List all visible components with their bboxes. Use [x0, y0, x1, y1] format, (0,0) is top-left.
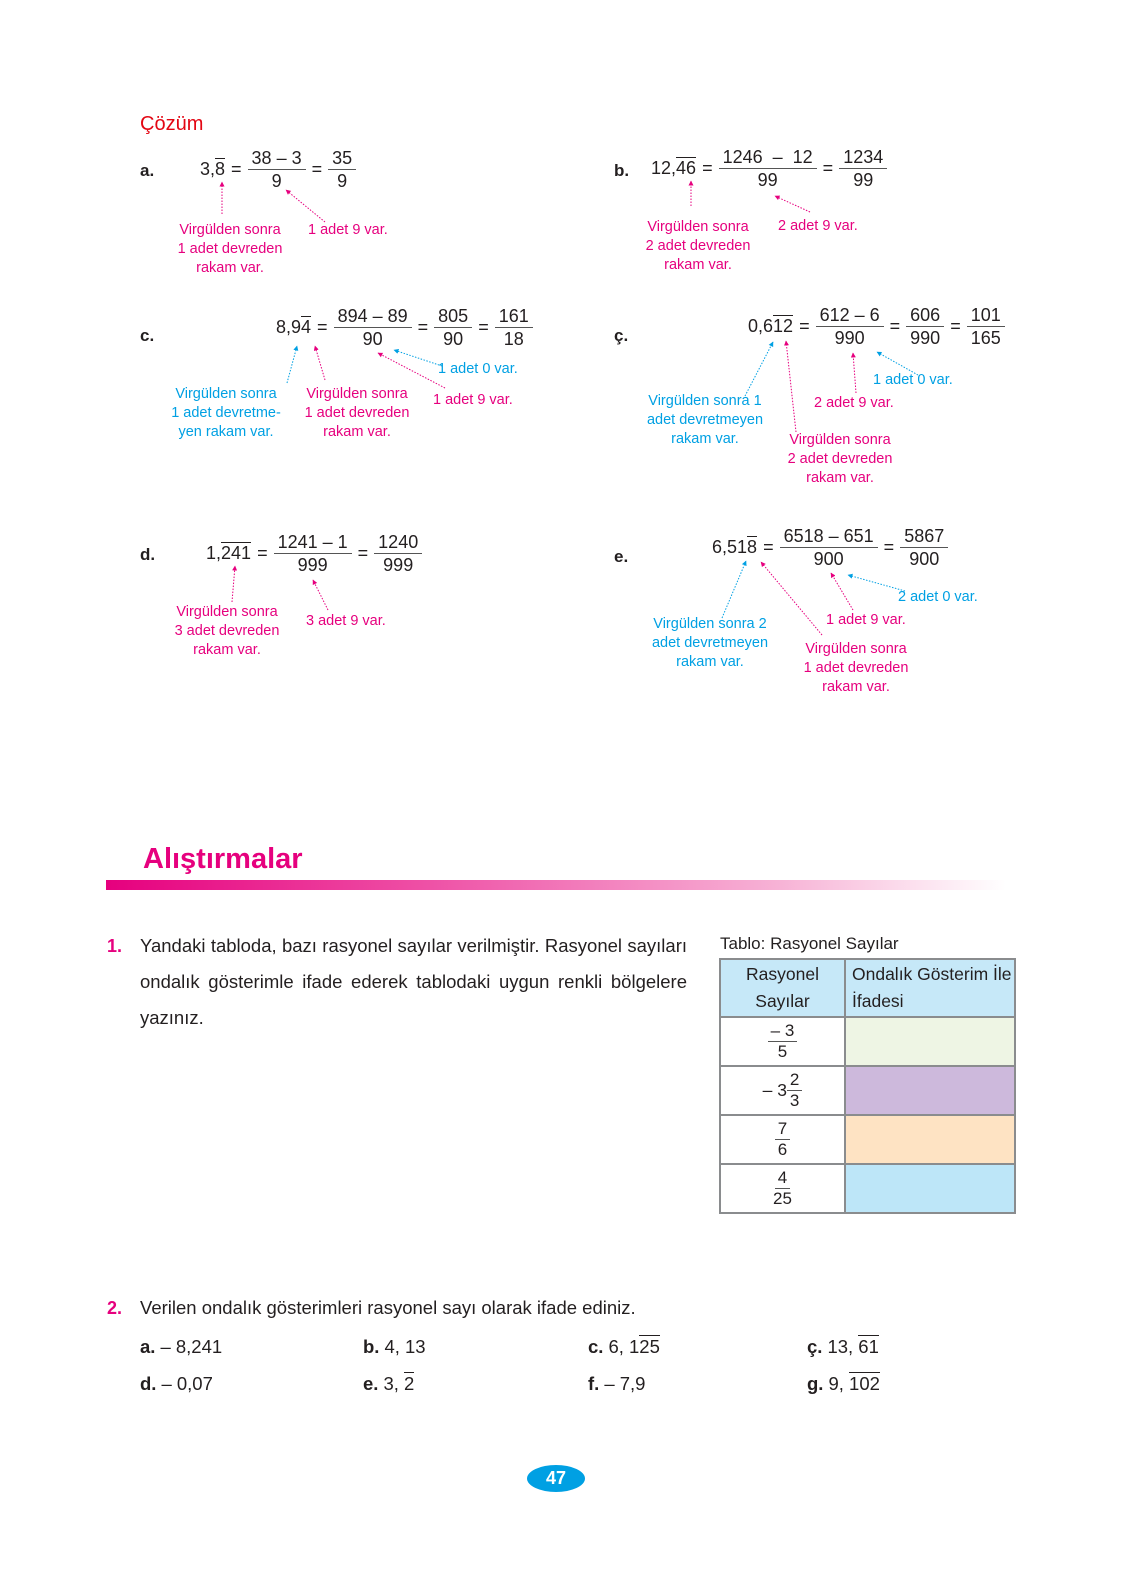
numerator: – 3	[768, 1021, 798, 1042]
note-repeating-digits: Virgülden sonra 2 adet devreden rakam var.	[645, 219, 751, 273]
denominator: 99	[853, 170, 874, 190]
decimal-part: 8,9	[276, 317, 302, 337]
q2-item-e	[363, 1373, 414, 1395]
denominator: 165	[970, 328, 1001, 348]
denominator: 900	[909, 549, 940, 569]
note-nonrepeating-digits: Virgülden sonra 2 adet devretmeyen rakam var.	[651, 616, 769, 670]
note-nines: 3 adet 9 var.	[306, 613, 386, 629]
arrow	[313, 580, 328, 610]
repeating-part: 8	[747, 537, 758, 557]
numerator: 4	[775, 1168, 790, 1189]
q2-item-c	[588, 1336, 660, 1358]
numerator: 1234	[839, 146, 887, 169]
repeating-part: 241	[221, 543, 252, 563]
q2-item-g	[807, 1373, 880, 1395]
numerator: 612 – 6	[816, 304, 884, 327]
equals-sign: =	[950, 316, 961, 336]
numerator: 101	[967, 304, 1005, 327]
example-a-label: a.	[140, 161, 155, 180]
answer-cell-green[interactable]	[845, 1017, 1015, 1066]
note-repeating-digits: Virgülden sonra 1 adet devreden rakam var.	[177, 222, 283, 276]
q2-item-a	[140, 1336, 222, 1358]
item-value: 6, 1	[608, 1336, 640, 1357]
arrow	[745, 342, 773, 396]
item-value: 3,	[383, 1373, 405, 1394]
denominator: 5	[777, 1042, 788, 1061]
arrow	[378, 353, 445, 388]
page-number: 47	[527, 1465, 585, 1492]
denominator: 25	[773, 1189, 792, 1208]
numerator: 5867	[900, 525, 948, 548]
denominator: 90	[362, 329, 383, 349]
decimal-part: 1,	[206, 543, 222, 563]
note-nines: 1 adet 9 var.	[308, 222, 388, 238]
example-e-label: e.	[614, 547, 629, 566]
table-row	[720, 1066, 1015, 1115]
note-zeros: 2 adet 0 var.	[898, 589, 978, 605]
whole-part: – 3	[762, 1080, 787, 1100]
numerator: 1246 – 12	[719, 146, 817, 169]
solution-title: Çözüm	[140, 113, 204, 135]
decimal-part: 3,	[200, 159, 216, 179]
denominator: 999	[297, 555, 328, 575]
note-nines: 1 adet 9 var.	[433, 392, 513, 408]
note-nines: 1 adet 9 var.	[826, 612, 906, 628]
arrow	[232, 566, 235, 602]
equals-sign: =	[417, 317, 429, 337]
equals-sign: =	[357, 543, 369, 563]
arrow	[761, 562, 822, 635]
table-row	[720, 1164, 1015, 1213]
arrow	[853, 353, 856, 393]
answer-cell-purple[interactable]	[845, 1066, 1015, 1115]
item-label: a.	[140, 1336, 156, 1357]
question-2-text: Verilen ondalık gösterimleri rasyonel sayı olarak ifade ediniz.	[140, 1297, 636, 1318]
question-1-number: 1.	[107, 936, 123, 956]
denominator: 900	[813, 549, 844, 569]
repeating-part: 8	[215, 159, 226, 179]
answer-cell-orange[interactable]	[845, 1115, 1015, 1164]
arrow	[877, 352, 918, 375]
arrow	[315, 346, 325, 380]
heading-divider	[106, 880, 1006, 890]
denominator: 9	[337, 171, 348, 191]
fraction	[787, 1070, 802, 1111]
fraction	[773, 1168, 792, 1209]
numerator: 161	[495, 305, 533, 328]
header-rational: Rasyonel Sayılar	[720, 959, 845, 1017]
item-value: – 7,9	[604, 1373, 646, 1394]
numerator: 35	[328, 147, 356, 170]
answer-cell-blue[interactable]	[845, 1164, 1015, 1213]
equals-sign: =	[257, 543, 268, 563]
table-row	[720, 1115, 1015, 1164]
table-header-row	[720, 959, 1015, 1017]
item-value: 13,	[827, 1336, 859, 1357]
note-nines: 2 adet 9 var.	[814, 395, 894, 411]
denominator: 6	[777, 1140, 788, 1159]
denominator: 999	[383, 555, 414, 575]
denominator: 990	[834, 328, 865, 348]
arrow	[848, 575, 905, 591]
numerator: 805	[434, 305, 472, 328]
rational-numbers-table	[719, 958, 1016, 1214]
rational-cell	[720, 1164, 845, 1213]
denominator: 18	[503, 329, 524, 349]
denominator: 9	[271, 171, 282, 191]
table-row	[720, 1017, 1015, 1066]
numerator: 894 – 89	[334, 305, 412, 328]
arrow	[775, 196, 810, 212]
note-nines: 2 adet 9 var.	[778, 218, 858, 234]
note-nonrepeating-digits: Virgülden sonra 1 adet devretmeyen rakam var.	[646, 393, 764, 447]
rational-cell	[720, 1066, 845, 1115]
note-repeating-digits: Virgülden sonra 3 adet devreden rakam var.	[174, 604, 280, 658]
denominator: 3	[789, 1091, 800, 1110]
repeating-part: 61	[858, 1336, 879, 1357]
decimal-part: 6,51	[712, 537, 748, 557]
item-label: e.	[363, 1373, 379, 1394]
item-value: – 0,07	[161, 1373, 213, 1394]
repeating-part: 46	[676, 158, 697, 178]
arrow	[786, 341, 796, 432]
item-label: b.	[363, 1336, 380, 1357]
question-1-text: Yandaki tabloda, bazı rasyonel sayılar verilmiştir. Rasyonel sayıları ondalık gösterimle ifade ederek tablodaki uygun renkli bölgelere yazınız.	[140, 935, 687, 1028]
equals-sign: =	[883, 537, 895, 557]
item-label: g.	[807, 1373, 824, 1394]
arrow	[722, 561, 746, 618]
annotation-arrows	[0, 0, 1123, 720]
note-repeating-digits: Virgülden sonra 2 adet devreden rakam var.	[787, 432, 893, 486]
repeating-part: 4	[301, 317, 312, 337]
table-caption: Tablo: Rasyonel Sayılar	[720, 934, 899, 953]
repeating-part: 2	[404, 1373, 415, 1394]
equals-sign: =	[478, 317, 489, 337]
note-repeating-digits: Virgülden sonra 1 adet devreden rakam var.	[304, 386, 410, 440]
decimal-part: 12,	[651, 158, 677, 178]
exercises-heading: Alıştırmalar	[143, 843, 303, 875]
example-d-label: d.	[140, 545, 156, 564]
arrow	[287, 346, 297, 383]
example-c-label: c.	[140, 326, 155, 345]
rational-cell	[720, 1017, 845, 1066]
equals-sign: =	[889, 316, 901, 336]
fraction	[775, 1119, 790, 1160]
numerator: 1240	[374, 531, 422, 554]
example-b-label: b.	[614, 161, 630, 180]
note-zeros: 1 adet 0 var.	[873, 372, 953, 388]
denominator: 99	[757, 170, 778, 190]
equals-sign: =	[317, 317, 328, 337]
decimal-part: 0,6	[748, 316, 774, 336]
example-cc-label: ç.	[614, 326, 629, 345]
equals-sign: =	[231, 159, 242, 179]
arrow	[831, 573, 853, 610]
fraction	[768, 1021, 798, 1062]
equals-sign: =	[799, 316, 810, 336]
item-label: f.	[588, 1373, 600, 1394]
arrow	[286, 190, 325, 222]
repeating-part: 25	[639, 1336, 660, 1357]
repeating-part: 102	[849, 1373, 880, 1394]
q2-item-b	[363, 1336, 426, 1358]
numerator: 38 – 3	[248, 147, 306, 170]
equals-sign: =	[702, 158, 713, 178]
question-2-number: 2.	[107, 1298, 123, 1318]
item-label: d.	[140, 1373, 157, 1394]
q2-item-d	[140, 1373, 213, 1395]
numerator: 2	[787, 1070, 802, 1091]
denominator: 990	[910, 328, 941, 348]
equals-sign: =	[763, 537, 774, 557]
q2-item-f	[588, 1373, 645, 1395]
numerator: 7	[775, 1119, 790, 1140]
note-repeating-digits: Virgülden sonra 1 adet devreden rakam var.	[803, 641, 909, 695]
rational-cell	[720, 1115, 845, 1164]
item-value: 9,	[828, 1373, 850, 1394]
arrow	[394, 350, 442, 366]
equals-sign: =	[822, 158, 834, 178]
repeating-part: 12	[773, 316, 794, 336]
item-value: 4, 13	[384, 1336, 426, 1357]
item-label: c.	[588, 1336, 604, 1357]
denominator: 90	[443, 329, 464, 349]
note-zeros: 1 adet 0 var.	[438, 361, 518, 377]
equals-sign: =	[311, 159, 323, 179]
note-nonrepeating-digits: Virgülden sonra 1 adet devretme- yen rakam var.	[171, 386, 281, 440]
numerator: 6518 – 651	[780, 525, 878, 548]
numerator: 1241 – 1	[274, 531, 352, 554]
item-label: ç.	[807, 1336, 823, 1357]
numerator: 606	[906, 304, 944, 327]
item-value: – 8,241	[160, 1336, 223, 1357]
q2-item-cc	[807, 1336, 879, 1358]
header-decimal: Ondalık Gösterim İle İfadesi	[845, 959, 1015, 1017]
